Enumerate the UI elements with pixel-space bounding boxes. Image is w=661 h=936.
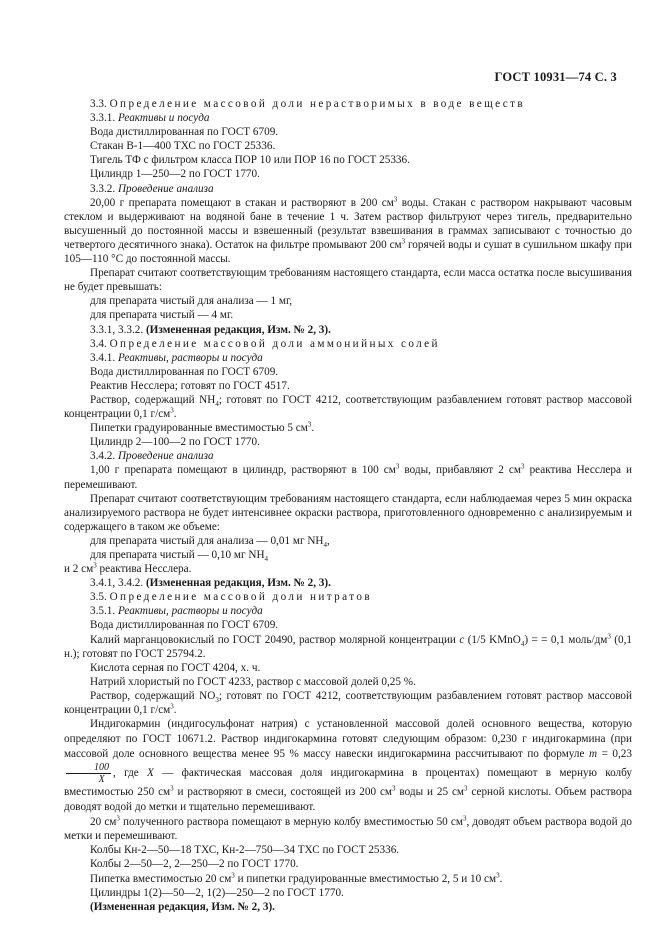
reagent-line: Цилиндр 1—250—2 по ГОСТ 1770. — [90, 168, 260, 181]
reagent-line: Стакан В-1—400 ТХС по ГОСТ 25336. — [90, 140, 276, 153]
paragraph: 20 $см^3$ полученного раствора помещают в мерную колбу вместимостью 50 $см^3$, доводят объем раствора водой до метки и перемешивают. — [64, 814, 633, 843]
paragraph: Препарат считают соответствующим требованиям настоящего стандарта, если наблюдаемая через 5 мин окраска анализируемого раствора не будет интенсивнее окраски раствора, приготовленного одновременно с анализируемым и содержащего в таком же объеме: — [64, 492, 632, 533]
reagent-line: Пипетки градуированные вместимостью 5 $см^3$. — [90, 420, 315, 435]
reagent-line: Колбы Кн-2—50—18 ТХС, Кн-2—750—34 ТХС по ГОСТ 25336. — [90, 844, 400, 857]
paragraph: 20,00 г препарата помещают в стакан и растворяют в 200 $см^3$ воды. Стакан с раствором накрывают часовым стеклом и выдерживают на водяной бане в течение 1 ч. Затем раствор фильтруют через тигель, предварительно высушенный до постоянной массы и взвешенный (результат взвешивания в граммах записывают с точностью до четвертого десятичного знака). Остаток на фильтре промывают 200 $см^3$ горячей воды и сушат в сушильном шкафу при 105—110 °С до постоянной массы. — [64, 194, 633, 266]
section-3-3-heading: 3.3. Определение массовой доли нерастворимых в воде веществ — [90, 98, 526, 110]
subsection-3-5-1: 3.5.1. Реактивы, растворы и посуда — [90, 605, 263, 618]
paragraph: Калий марганцовокислый по ГОСТ 20490, раствор молярной концентрации c (1/5 KMnO$_4$) = = 0,1 моль/$дм^3$ (0,1 н.); готовят по ГОСТ 25794.2. — [64, 631, 632, 660]
paragraph: Индигокармин (индигосульфонат натрия) с установленной массовой долей основного вещества, которую определяют по ГОСТ 10671.2. Раствор индигокармина готовят следующим образом: 0,230 г индигокармина (при массовой доле основного вещества менее 95 % массу навески индигокармина рассчитывают по формуле m = 0,23 $\frac{100}{X}$ , где X — фактическая массовая доля индигокармина в процентах) помещают в мерную колбу вместимостью 250 $см^3$ и растворяют в смеси, состоящей из 200 $см^3$ воды и 25 $см^3$ серной кислоты. Объем раствора доводят водой до метки и тщательно перемешивают. — [64, 718, 633, 814]
reagent-line: Цилиндр 2—100—2 по ГОСТ 1770. — [90, 436, 260, 449]
amendment-note: 3.4.1, 3.4.2. (Измененная редакция, Изм. № 2, 3). — [90, 577, 331, 590]
reagent-line: Тигель ТФ с фильтром класса ПОР 10 или ПОР 16 по ГОСТ 25336. — [90, 154, 410, 167]
subsection-3-4-2: 3.4.2. Проведение анализа — [90, 450, 214, 463]
reagent-line: Пипетка вместимостью 20 $см^3$ и пипетки градуированные вместимостью 2, 5 и 10 $см^3$. — [90, 870, 503, 885]
section-3-4-heading: 3.4. Определение массовой доли аммонийных солей — [90, 337, 440, 350]
reagent-line: Кислота серная по ГОСТ 4204, х. ч. — [90, 661, 261, 674]
list-item: для препарата чистый для анализа — 0,01 мг $NH_4$, — [90, 534, 330, 550]
amendment-note: (Измененная редакция, Изм. № 2, 3). — [90, 900, 275, 913]
paragraph: Раствор, содержащий $NH_4$; готовят по ГОСТ 4212, соответствующим разбавлением готовят раствор массовой концентрации 0,1 $г/см^3$. — [64, 393, 633, 421]
section-3-5-heading: 3.5. Определение массовой доли нитратов — [90, 591, 373, 604]
list-item: для препарата чистый для анализа — 1 мг, — [90, 295, 293, 308]
reagent-line: Вода дистиллированная по ГОСТ 6709. — [90, 126, 279, 139]
reagent-line: Цилиндры 1(2)—50—2, 1(2)—250—2 по ГОСТ 1770. — [90, 886, 344, 899]
document-body — [64, 97, 632, 914]
formula-fraction: $\frac{100}{X}$ — [66, 762, 111, 785]
subsection-3-4-1: 3.4.1. Реактивы, растворы и посуда — [90, 351, 263, 364]
list-item: для препарата чистый — 0,10 мг $NH_4$ — [90, 549, 269, 564]
reagent-line: Вода дистиллированная по ГОСТ 6709. — [90, 365, 279, 378]
paragraph: Раствор, содержащий $NO_3$; готовят по ГОСТ 4212, соответствующим разбавлением готовят раствор массовой концентрации 0,1 $г/см^3$. — [64, 689, 633, 717]
page-header: ГОСТ 10931—74 С. 3 — [494, 70, 617, 84]
list-item: для препарата чистый — 4 мг. — [90, 309, 234, 322]
reagent-line: Натрий хлористый по ГОСТ 4233, раствор с массовой долей 0,25 %. — [90, 675, 416, 688]
paragraph: Препарат считают соответствующим требованиям настоящего стандарта, если масса остатка после высушивания не будет превышать: — [64, 267, 632, 294]
amendment-note: 3.3.1, 3.3.2. (Измененная редакция, Изм. № 2, 3). — [90, 323, 331, 336]
list-item: и 2 $см^3$ реактива Несслера. — [64, 561, 192, 576]
subsection-3-3-1: 3.3.1. Реактивы и посуда — [90, 112, 210, 125]
subsection-3-3-2: 3.3.2. Проведение анализа — [90, 182, 214, 195]
reagent-line: Реактив Несслера; готовят по ГОСТ 4517. — [90, 379, 290, 392]
reagent-line: Вода дистиллированная по ГОСТ 6709. — [90, 619, 279, 632]
reagent-line: Колбы 2—50—2, 2—250—2 по ГОСТ 1770. — [90, 858, 299, 871]
paragraph: 1,00 г препарата помещают в цилиндр, растворяют в 100 $см^3$ воды, прибавляют 2 $см^3$ реактива Несслера и перемешивают. — [64, 462, 633, 491]
